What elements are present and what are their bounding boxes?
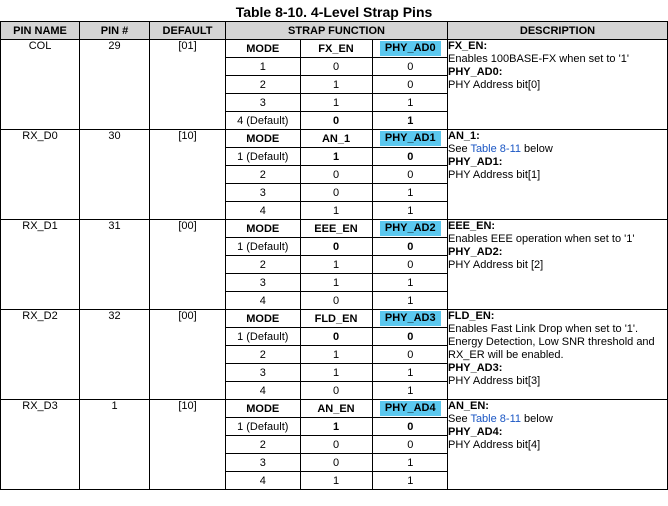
strap-field-value: 0 <box>300 166 372 184</box>
strap-mode-value: 1 (Default) <box>226 148 300 166</box>
description-term: PHY_AD3: <box>448 362 503 374</box>
strap-field-value: 1 <box>300 202 372 220</box>
strap-phy-address-value: 1 <box>372 364 448 382</box>
strap-mode-row <box>226 436 448 454</box>
description-term: PHY_AD2: <box>448 246 503 258</box>
description-cell <box>448 400 668 490</box>
strap-mode-header-row <box>226 220 448 238</box>
strap-mode-row <box>226 364 448 382</box>
strap-mode-value: 2 <box>226 436 300 454</box>
strap-field-header: EEE_EN <box>300 220 372 238</box>
strap-mode-header: MODE <box>226 40 300 58</box>
table-8-11-link[interactable]: Table 8-11 <box>470 413 521 425</box>
strap-phy-address-header <box>372 40 448 58</box>
strap-mode-row <box>226 238 448 256</box>
pin-name-cell: RX_D1 <box>1 220 80 310</box>
description-text <box>448 53 667 66</box>
strap-phy-address-header <box>372 130 448 148</box>
pin-number-cell: 32 <box>80 310 150 400</box>
strap-mode-row <box>226 148 448 166</box>
strap-field-header: FLD_EN <box>300 310 372 328</box>
description-term: FLD_EN: <box>448 310 495 322</box>
strap-phy-address-value: 1 <box>372 184 448 202</box>
strap-field-value: 0 <box>300 292 372 310</box>
header-strap-function: STRAP FUNCTION <box>226 22 448 40</box>
strap-mode-value: 1 (Default) <box>226 328 300 346</box>
strap-mode-value: 3 <box>226 184 300 202</box>
highlighted-phy-address-label: PHY_AD1 <box>380 131 441 146</box>
strap-field-value: 1 <box>300 148 372 166</box>
strap-mode-value: 3 <box>226 364 300 382</box>
strap-mode-value: 2 <box>226 166 300 184</box>
description-term: AN_1: <box>448 130 480 142</box>
strap-phy-address-value: 1 <box>372 274 448 292</box>
description-text-pre: Enables 100BASE-FX when set to '1' <box>448 53 629 65</box>
strap-mode-row <box>226 202 448 220</box>
strap-mode-row <box>226 292 448 310</box>
highlighted-phy-address-label: PHY_AD4 <box>380 401 441 416</box>
highlighted-phy-address-label: PHY_AD3 <box>380 311 441 326</box>
description-text: PHY Address bit[4] <box>448 439 541 451</box>
description-term: AN_EN: <box>448 400 489 412</box>
header-pin-number: PIN # <box>80 22 150 40</box>
description-text <box>448 413 667 426</box>
strap-phy-address-value: 0 <box>372 436 448 454</box>
strap-field-value: 1 <box>300 364 372 382</box>
pin-row <box>1 220 668 310</box>
description-text: PHY Address bit[0] <box>448 79 541 91</box>
pin-row <box>1 40 668 130</box>
pin-default-cell: [10] <box>150 400 226 490</box>
strap-field-value: 1 <box>300 94 372 112</box>
highlighted-phy-address-label: PHY_AD0 <box>380 41 441 56</box>
strap-mode-table <box>226 220 448 309</box>
strap-field-value: 1 <box>300 76 372 94</box>
highlighted-phy-address-label: PHY_AD2 <box>380 221 441 236</box>
strap-mode-value: 4 (Default) <box>226 112 300 130</box>
strap-field-value: 0 <box>300 184 372 202</box>
header-pin-name: PIN NAME <box>1 22 80 40</box>
strap-function-cell <box>226 400 448 490</box>
strap-mode-header-row <box>226 40 448 58</box>
table-header-row <box>1 22 668 40</box>
pin-row <box>1 130 668 220</box>
strap-mode-row <box>226 346 448 364</box>
strap-field-value: 1 <box>300 256 372 274</box>
strap-mode-row <box>226 274 448 292</box>
strap-mode-value: 1 (Default) <box>226 418 300 436</box>
strap-mode-row <box>226 166 448 184</box>
strap-field-value: 1 <box>300 346 372 364</box>
strap-mode-row <box>226 256 448 274</box>
strap-mode-value: 4 <box>226 202 300 220</box>
strap-mode-row <box>226 472 448 490</box>
description-term: PHY_AD0: <box>448 66 503 78</box>
description-text-pre: See <box>448 143 471 155</box>
header-default: DEFAULT <box>150 22 226 40</box>
strap-function-cell <box>226 40 448 130</box>
strap-field-header: FX_EN <box>300 40 372 58</box>
strap-phy-address-value: 1 <box>372 94 448 112</box>
strap-phy-address-header <box>372 310 448 328</box>
description-text <box>448 143 667 156</box>
pin-name-cell: RX_D0 <box>1 130 80 220</box>
description-term: PHY_AD1: <box>448 156 503 168</box>
strap-mode-table <box>226 400 448 489</box>
strap-mode-value: 4 <box>226 472 300 490</box>
strap-field-value: 0 <box>300 454 372 472</box>
strap-phy-address-value: 1 <box>372 202 448 220</box>
strap-phy-address-header <box>372 220 448 238</box>
strap-field-value: 0 <box>300 382 372 400</box>
pin-number-cell: 30 <box>80 130 150 220</box>
description-cell <box>448 130 668 220</box>
strap-mode-value: 4 <box>226 292 300 310</box>
strap-phy-address-value: 1 <box>372 454 448 472</box>
strap-field-value: 0 <box>300 436 372 454</box>
description-text: PHY Address bit [2] <box>448 259 544 271</box>
description-text-post: below <box>521 143 553 155</box>
strap-mode-table <box>226 40 448 129</box>
strap-field-value: 0 <box>300 328 372 346</box>
strap-mode-row <box>226 382 448 400</box>
description-text-post: below <box>521 413 553 425</box>
description-text-pre: Enables Fast Link Drop when set to '1'. Energy Detection, Low SNR threshold and RX_ER will be enabled. <box>448 323 655 361</box>
strap-mode-header: MODE <box>226 400 300 418</box>
strap-mode-row <box>226 58 448 76</box>
strap-phy-address-value: 0 <box>372 328 448 346</box>
strap-field-value: 0 <box>300 238 372 256</box>
strap-mode-row <box>226 418 448 436</box>
strap-mode-value: 2 <box>226 76 300 94</box>
strap-phy-address-value: 1 <box>372 382 448 400</box>
strap-phy-address-value: 0 <box>372 76 448 94</box>
pin-default-cell: [10] <box>150 130 226 220</box>
strap-phy-address-value: 1 <box>372 472 448 490</box>
strap-mode-header: MODE <box>226 130 300 148</box>
pin-number-cell: 1 <box>80 400 150 490</box>
strap-pins-table <box>0 21 668 490</box>
pin-name-cell: RX_D2 <box>1 310 80 400</box>
strap-function-cell <box>226 310 448 400</box>
strap-mode-header: MODE <box>226 220 300 238</box>
strap-mode-value: 2 <box>226 346 300 364</box>
strap-mode-row <box>226 112 448 130</box>
table-8-11-link[interactable]: Table 8-11 <box>470 143 521 155</box>
strap-mode-value: 1 <box>226 58 300 76</box>
strap-phy-address-value: 0 <box>372 166 448 184</box>
strap-field-value: 0 <box>300 58 372 76</box>
strap-mode-value: 3 <box>226 274 300 292</box>
strap-mode-row <box>226 328 448 346</box>
strap-mode-table <box>226 130 448 219</box>
strap-mode-value: 3 <box>226 454 300 472</box>
description-text: PHY Address bit[1] <box>448 169 541 181</box>
strap-phy-address-value: 0 <box>372 238 448 256</box>
strap-phy-address-value: 0 <box>372 346 448 364</box>
description-term: EEE_EN: <box>448 220 496 232</box>
strap-mode-header-row <box>226 130 448 148</box>
pin-default-cell: [00] <box>150 220 226 310</box>
strap-phy-address-value: 0 <box>372 148 448 166</box>
strap-field-value: 1 <box>300 274 372 292</box>
table-title: Table 8-10. 4-Level Strap Pins <box>235 4 433 20</box>
strap-mode-row <box>226 76 448 94</box>
pin-default-cell: [00] <box>150 310 226 400</box>
strap-field-value: 1 <box>300 472 372 490</box>
strap-function-cell <box>226 130 448 220</box>
description-text <box>448 233 667 246</box>
strap-field-value: 0 <box>300 112 372 130</box>
strap-mode-header-row <box>226 400 448 418</box>
description-text-pre: See <box>448 413 471 425</box>
description-term: PHY_AD4: <box>448 426 503 438</box>
pin-name-cell: COL <box>1 40 80 130</box>
table-body <box>1 40 668 490</box>
description-text-pre: Enables EEE operation when set to '1' <box>448 233 635 245</box>
strap-mode-row <box>226 454 448 472</box>
strap-field-header: AN_EN <box>300 400 372 418</box>
strap-mode-row <box>226 184 448 202</box>
header-description: DESCRIPTION <box>448 22 668 40</box>
strap-field-value: 1 <box>300 418 372 436</box>
strap-phy-address-value: 0 <box>372 418 448 436</box>
description-cell <box>448 310 668 400</box>
description-text <box>448 323 667 362</box>
description-term: FX_EN: <box>448 40 488 52</box>
strap-mode-value: 4 <box>226 382 300 400</box>
strap-mode-value: 1 (Default) <box>226 238 300 256</box>
strap-function-cell <box>226 220 448 310</box>
strap-field-header: AN_1 <box>300 130 372 148</box>
pin-row <box>1 400 668 490</box>
strap-phy-address-value: 0 <box>372 256 448 274</box>
pin-number-cell: 31 <box>80 220 150 310</box>
strap-mode-row <box>226 94 448 112</box>
strap-phy-address-header <box>372 400 448 418</box>
strap-phy-address-value: 0 <box>372 58 448 76</box>
strap-mode-value: 3 <box>226 94 300 112</box>
strap-mode-header: MODE <box>226 310 300 328</box>
description-cell <box>448 40 668 130</box>
description-cell <box>448 220 668 310</box>
strap-mode-table <box>226 310 448 399</box>
pin-row <box>1 310 668 400</box>
strap-mode-header-row <box>226 310 448 328</box>
pin-number-cell: 29 <box>80 40 150 130</box>
strap-mode-value: 2 <box>226 256 300 274</box>
strap-phy-address-value: 1 <box>372 112 448 130</box>
pin-name-cell: RX_D3 <box>1 400 80 490</box>
pin-default-cell: [01] <box>150 40 226 130</box>
description-text: PHY Address bit[3] <box>448 375 541 387</box>
strap-phy-address-value: 1 <box>372 292 448 310</box>
